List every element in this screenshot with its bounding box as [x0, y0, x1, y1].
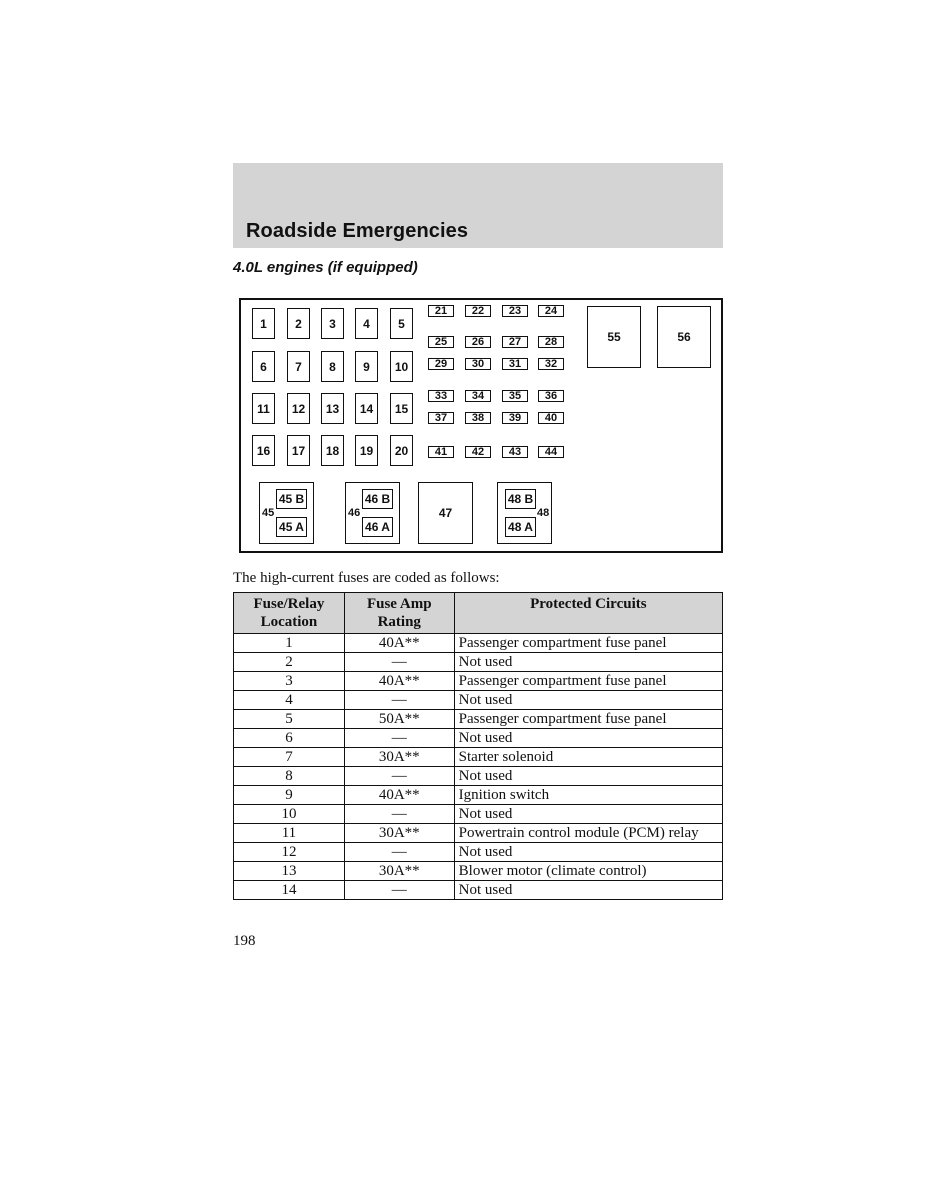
fuse-56: 56 — [657, 306, 711, 368]
table-row — [234, 748, 723, 767]
fuse-27: 27 — [502, 336, 528, 348]
table-header-row — [234, 593, 723, 634]
cell-location: 6 — [234, 729, 345, 748]
fuse-43: 43 — [502, 446, 528, 458]
cell-rating: 50A** — [344, 710, 454, 729]
fuse-box-diagram — [239, 298, 723, 553]
cell-rating: — — [344, 691, 454, 710]
cell-circuit: Passenger compartment fuse panel — [454, 710, 722, 729]
table-row — [234, 653, 723, 672]
fuse-20: 20 — [390, 435, 413, 466]
fuse-1: 1 — [252, 308, 275, 339]
relay-46-label: 46 — [348, 507, 361, 519]
cell-location: 11 — [234, 824, 345, 843]
header-location: Fuse/Relay Location — [234, 593, 345, 634]
fuse-12: 12 — [287, 393, 310, 424]
relay-48b: 48 B — [505, 489, 536, 509]
fuse-35: 35 — [502, 390, 528, 402]
fuse-37: 37 — [428, 412, 454, 424]
cell-location: 4 — [234, 691, 345, 710]
fuse-39: 39 — [502, 412, 528, 424]
cell-location: 1 — [234, 634, 345, 653]
cell-rating: 30A** — [344, 824, 454, 843]
cell-rating: 40A** — [344, 672, 454, 691]
cell-circuit: Ignition switch — [454, 786, 722, 805]
table-row — [234, 767, 723, 786]
cell-circuit: Not used — [454, 881, 722, 900]
fuse-55: 55 — [587, 306, 641, 368]
fuse-18: 18 — [321, 435, 344, 466]
fuse-9: 9 — [355, 351, 378, 382]
table-row — [234, 862, 723, 881]
cell-circuit: Starter solenoid — [454, 748, 722, 767]
relay-46b: 46 B — [362, 489, 393, 509]
section-title: Roadside Emergencies — [246, 220, 469, 242]
cell-location: 14 — [234, 881, 345, 900]
cell-location: 3 — [234, 672, 345, 691]
table-row — [234, 881, 723, 900]
table-row — [234, 634, 723, 653]
cell-rating: — — [344, 843, 454, 862]
table-row — [234, 710, 723, 729]
fuse-42: 42 — [465, 446, 491, 458]
cell-rating: 40A** — [344, 634, 454, 653]
relay-48-label: 48 — [537, 507, 550, 519]
fuse-8: 8 — [321, 351, 344, 382]
relay-46a: 46 A — [362, 517, 393, 537]
cell-location: 10 — [234, 805, 345, 824]
cell-circuit: Not used — [454, 653, 722, 672]
fuse-29: 29 — [428, 358, 454, 370]
cell-rating: 30A** — [344, 862, 454, 881]
cell-location: 2 — [234, 653, 345, 672]
cell-rating: 30A** — [344, 748, 454, 767]
page-number: 198 — [233, 933, 256, 949]
fuse-25: 25 — [428, 336, 454, 348]
fuse-13: 13 — [321, 393, 344, 424]
cell-location: 8 — [234, 767, 345, 786]
fuse-38: 38 — [465, 412, 491, 424]
cell-rating: — — [344, 729, 454, 748]
cell-location: 13 — [234, 862, 345, 881]
fuse-3: 3 — [321, 308, 344, 339]
fuse-40: 40 — [538, 412, 564, 424]
fuse-2: 2 — [287, 308, 310, 339]
cell-circuit: Blower motor (climate control) — [454, 862, 722, 881]
fuse-23: 23 — [502, 305, 528, 317]
fuse-10: 10 — [390, 351, 413, 382]
fuse-19: 19 — [355, 435, 378, 466]
relay-45a: 45 A — [276, 517, 307, 537]
fuse-17: 17 — [287, 435, 310, 466]
cell-circuit: Not used — [454, 691, 722, 710]
fuse-4: 4 — [355, 308, 378, 339]
fuse-14: 14 — [355, 393, 378, 424]
cell-location: 9 — [234, 786, 345, 805]
table-row — [234, 843, 723, 862]
fuse-22: 22 — [465, 305, 491, 317]
fuse-32: 32 — [538, 358, 564, 370]
cell-circuit: Not used — [454, 805, 722, 824]
cell-rating: — — [344, 767, 454, 786]
cell-circuit: Passenger compartment fuse panel — [454, 672, 722, 691]
sub-title: 4.0L engines (if equipped) — [233, 259, 418, 276]
cell-circuit: Powertrain control module (PCM) relay — [454, 824, 722, 843]
cell-location: 5 — [234, 710, 345, 729]
cell-location: 7 — [234, 748, 345, 767]
cell-circuit: Passenger compartment fuse panel — [454, 634, 722, 653]
cell-rating: — — [344, 881, 454, 900]
table-row — [234, 805, 723, 824]
relay-48a: 48 A — [505, 517, 536, 537]
fuse-21: 21 — [428, 305, 454, 317]
table-row — [234, 786, 723, 805]
intro-text: The high-current fuses are coded as follows: — [233, 570, 500, 586]
fuse-30: 30 — [465, 358, 491, 370]
cell-rating: — — [344, 805, 454, 824]
fuse-31: 31 — [502, 358, 528, 370]
cell-rating: 40A** — [344, 786, 454, 805]
table-row — [234, 691, 723, 710]
fuse-41: 41 — [428, 446, 454, 458]
fuse-24: 24 — [538, 305, 564, 317]
fuse-16: 16 — [252, 435, 275, 466]
table-row — [234, 824, 723, 843]
fuse-44: 44 — [538, 446, 564, 458]
fuse-15: 15 — [390, 393, 413, 424]
fuse-26: 26 — [465, 336, 491, 348]
cell-rating: — — [344, 653, 454, 672]
cell-circuit: Not used — [454, 843, 722, 862]
fuse-36: 36 — [538, 390, 564, 402]
fuse-28: 28 — [538, 336, 564, 348]
relay-45-label: 45 — [262, 507, 275, 519]
fuse-11: 11 — [252, 393, 275, 424]
fuse-6: 6 — [252, 351, 275, 382]
fuse-33: 33 — [428, 390, 454, 402]
fuse-7: 7 — [287, 351, 310, 382]
header-amp-rating: Fuse Amp Rating — [344, 593, 454, 634]
header-protected-circuits: Protected Circuits — [454, 593, 722, 634]
fuse-5: 5 — [390, 308, 413, 339]
relay-45b: 45 B — [276, 489, 307, 509]
fuse-34: 34 — [465, 390, 491, 402]
fuse-table — [233, 592, 723, 900]
cell-circuit: Not used — [454, 767, 722, 786]
cell-location: 12 — [234, 843, 345, 862]
cell-circuit: Not used — [454, 729, 722, 748]
relay-47: 47 — [418, 482, 473, 544]
table-row — [234, 672, 723, 691]
table-row — [234, 729, 723, 748]
